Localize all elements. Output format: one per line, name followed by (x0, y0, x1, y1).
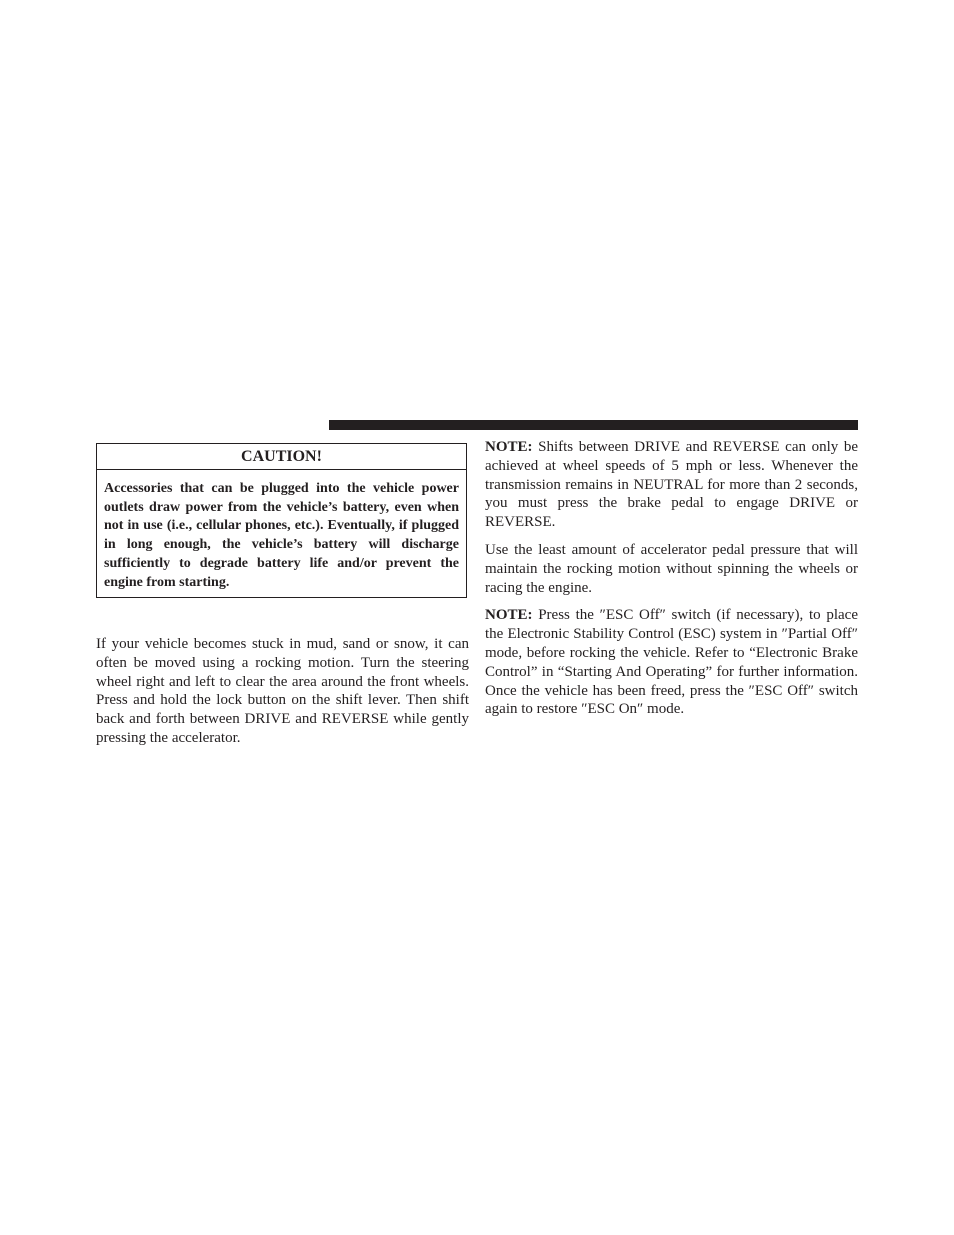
left-column (96, 635, 469, 757)
accelerator-paragraph: Use the least amount of accelerator pedal pressure that will maintain the rocking motion without spinning the wheels or racing the engine. (485, 541, 858, 596)
caution-text: Accessories that can be plugged into the vehicle power outlets draw power from the vehicle’s battery, even when not in use (i.e., cellular phones, etc.). Eventually, if plugged in long enough, the vehicle’s battery will discharge sufficiently to degrade battery life and/or prevent the engine from starting. (104, 481, 459, 590)
right-column (485, 438, 858, 728)
note-shifting-text: Shifts between DRIVE and REVERSE can only be achieved at wheel speeds of 5 mph or less. Whenever the transmission remains in NEUTRAL for more than 2 seconds, you must press the brake pedal to engage DRIVE or REVERSE. (485, 439, 858, 531)
caution-box (96, 443, 467, 598)
caution-title: CAUTION! (97, 444, 466, 470)
note-esc (485, 606, 858, 719)
header-rule (329, 420, 858, 430)
note-esc-text: Press the ″ESC Off″ switch (if necessary), to place the Electronic Stability Control (ESC) system in ″Partial Off″ mode, before rocking the vehicle. Refer to “Electronic Brake Control” in “Starting And Operating” for further information. Once the vehicle has been freed, press the ″ESC Off″ switch again to restore ″ESC On″ mode. (485, 607, 858, 718)
note-label: NOTE: (485, 607, 533, 624)
note-shifting (485, 438, 858, 532)
note-label: NOTE: (485, 439, 533, 455)
rocking-paragraph: If your vehicle becomes stuck in mud, sand or snow, it can often be moved using a rocking motion. Turn the steering wheel right and left to clear the area around the front wheels. Press and hold the lock button on the shift lever. Then shift back and forth between DRIVE and REVERSE while gently pressing the accelerator. (96, 636, 469, 746)
